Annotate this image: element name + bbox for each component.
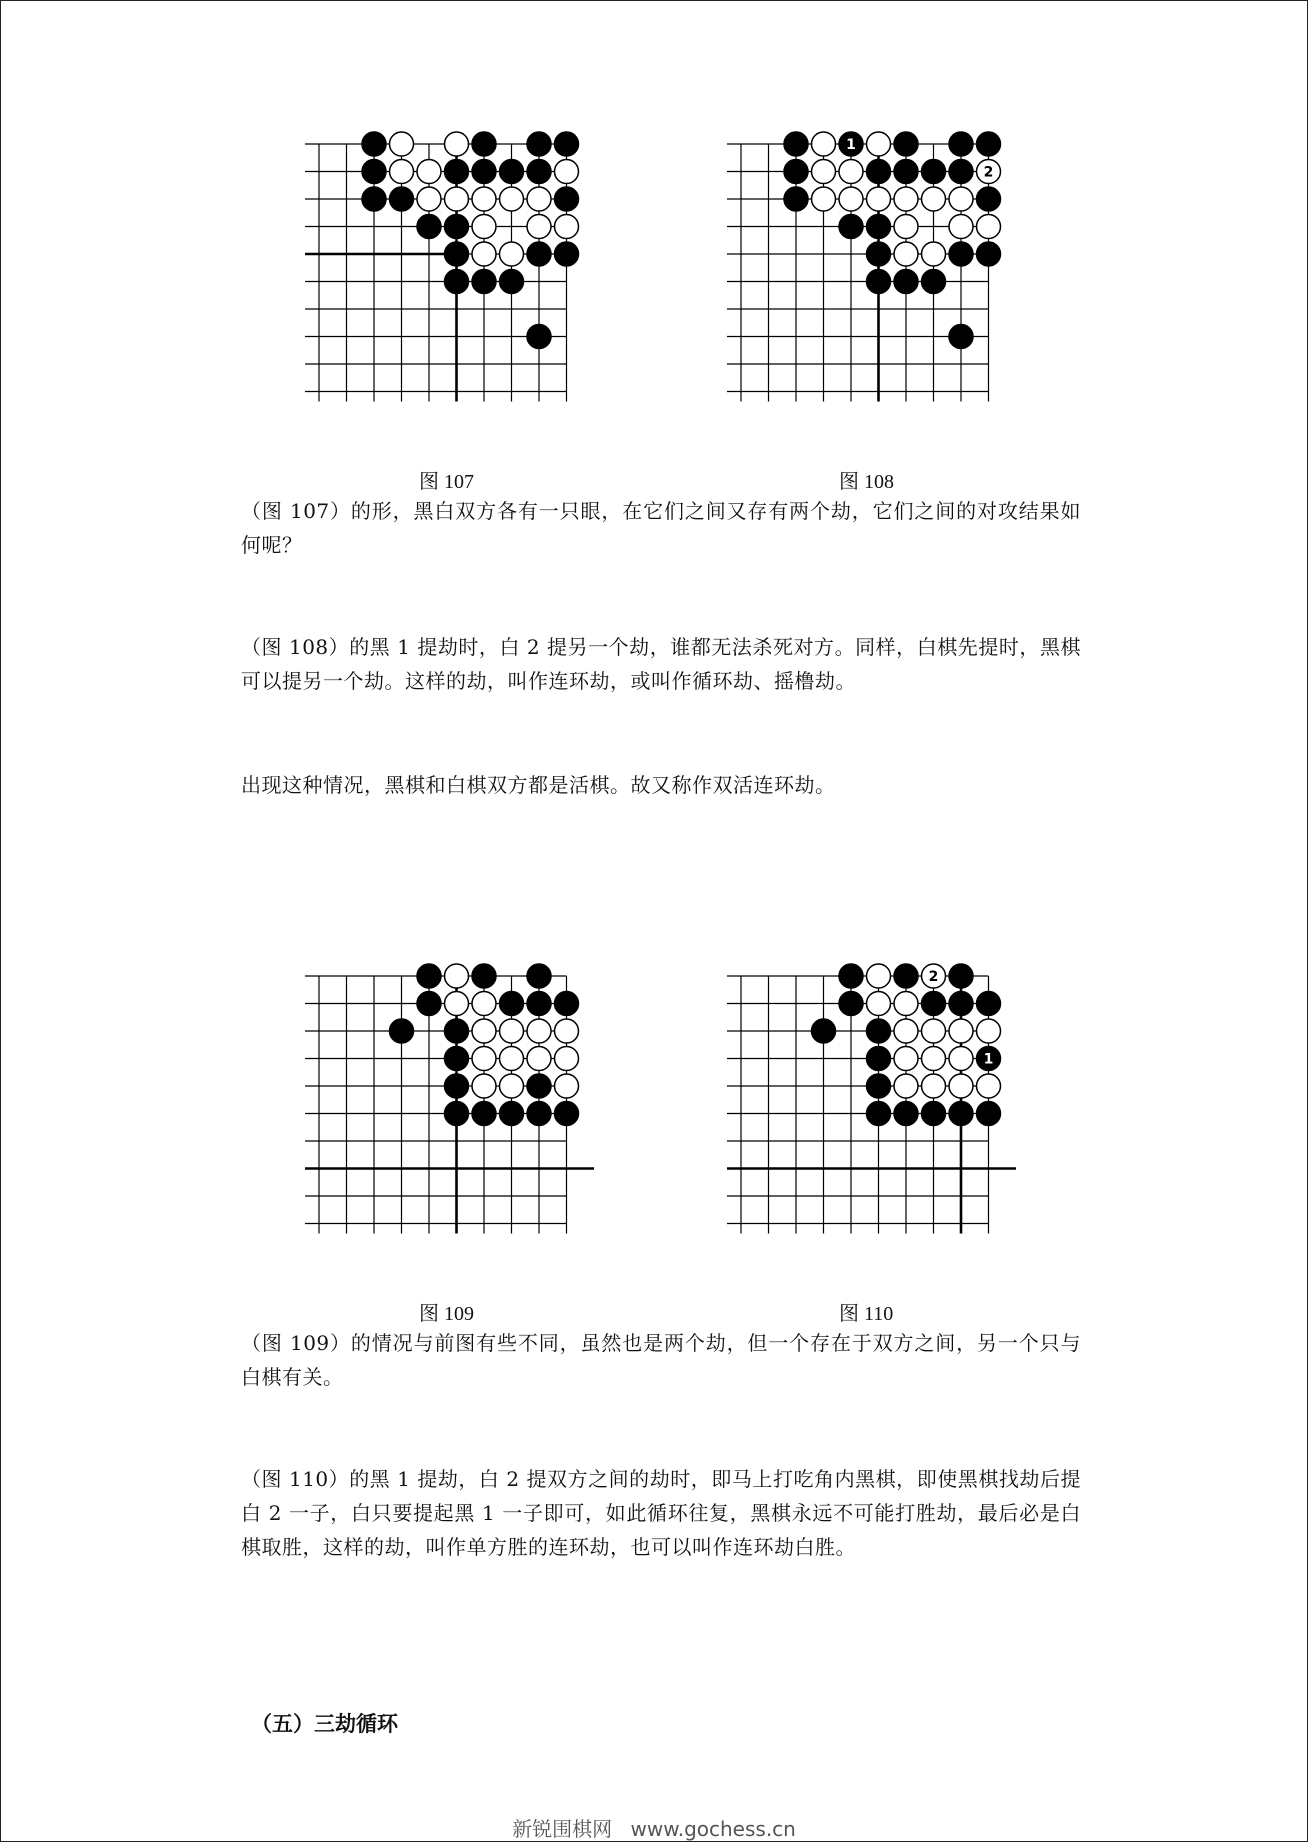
white-stone <box>922 964 946 988</box>
white-stone <box>894 992 918 1016</box>
white-stone <box>977 1019 1001 1043</box>
white-stone <box>445 132 469 156</box>
black-stone <box>500 270 524 294</box>
white-stone <box>417 160 441 184</box>
white-stone <box>839 160 863 184</box>
white-stone <box>500 1047 524 1071</box>
black-stone <box>555 242 579 266</box>
black-stone <box>894 1102 918 1126</box>
paragraph-108: （图 108）的黑 1 提劫时，白 2 提另一个劫，谁都无法杀死对方。同样，白棋先提时，黑棋可以提另一个劫。这样的劫，叫作连环劫，或叫作循环劫、摇橹劫。 <box>241 635 1081 693</box>
black-stone <box>949 325 973 349</box>
white-stone <box>500 242 524 266</box>
paragraph-109: （图 109）的情况与前图有些不同，虽然也是两个劫，但一个存在于双方之间，另一个只与白棋有关。 <box>241 1331 1081 1389</box>
white-stone <box>527 1047 551 1071</box>
white-stone <box>500 187 524 211</box>
black-stone <box>472 270 496 294</box>
black-stone <box>527 160 551 184</box>
paragraph-107: （图 107）的形，黑白双方各有一只眼，在它们之间又存有两个劫，它们之间的对攻结果如何呢？ <box>241 499 1081 557</box>
white-stone <box>922 1019 946 1043</box>
black-stone <box>867 1074 891 1098</box>
black-stone <box>527 242 551 266</box>
black-stone <box>839 992 863 1016</box>
white-stone <box>949 215 973 239</box>
black-stone <box>784 187 808 211</box>
move-number: 1 <box>846 137 856 153</box>
go-diagram-108 <box>723 129 1013 409</box>
black-stone <box>977 992 1001 1016</box>
white-stone <box>445 964 469 988</box>
white-stone <box>472 1074 496 1098</box>
white-stone <box>812 132 836 156</box>
black-stone <box>445 1102 469 1126</box>
black-stone <box>445 1047 469 1071</box>
black-stone <box>977 132 1001 156</box>
black-stone <box>500 1102 524 1126</box>
black-stone <box>472 132 496 156</box>
caption-107: 图 107 <box>419 471 474 493</box>
black-stone <box>977 1102 1001 1126</box>
white-stone <box>812 160 836 184</box>
caption-109: 图 109 <box>419 1303 474 1325</box>
black-stone <box>527 132 551 156</box>
black-stone <box>527 992 551 1016</box>
white-stone <box>500 1074 524 1098</box>
black-stone <box>445 160 469 184</box>
section-heading: （五）三劫循环 <box>251 1711 398 1736</box>
black-stone <box>812 1019 836 1043</box>
white-stone <box>949 1019 973 1043</box>
black-stone <box>977 1047 1001 1071</box>
white-stone <box>555 160 579 184</box>
black-stone <box>894 132 918 156</box>
board-grid <box>727 144 989 402</box>
board-grid <box>305 144 567 402</box>
white-stone <box>977 160 1001 184</box>
footer-site-name: 新锐围棋网 <box>512 1817 613 1841</box>
white-stone <box>445 992 469 1016</box>
black-stone <box>977 187 1001 211</box>
white-stone <box>812 187 836 211</box>
black-stone <box>472 160 496 184</box>
white-stone <box>949 1047 973 1071</box>
black-stone <box>977 242 1001 266</box>
white-stone <box>555 1047 579 1071</box>
move-number: 1 <box>983 1051 994 1068</box>
black-stone <box>555 187 579 211</box>
black-stone <box>445 270 469 294</box>
white-stone <box>390 160 414 184</box>
black-stone <box>417 215 441 239</box>
white-stone <box>867 132 891 156</box>
white-stone <box>922 1047 946 1071</box>
white-stone <box>977 215 1001 239</box>
paragraph-110: （图 110）的黑 1 提劫，白 2 提双方之间的劫时，即马上打吃角内黑棋，即使黑棋找劫后提白 2 一子，白只要提起黑 1 一子即可，如此循环往复，黑棋永远不可能打胜劫，最后必是白棋取胜，这样的劫，叫作单方胜的连环劫，也可以叫作连环劫白胜。 <box>241 1467 1081 1559</box>
white-stone <box>867 187 891 211</box>
black-stone <box>867 270 891 294</box>
go-diagram-110 <box>723 961 1013 1241</box>
black-stone <box>445 1019 469 1043</box>
white-stone <box>527 1019 551 1043</box>
black-stone <box>527 964 551 988</box>
white-stone <box>949 187 973 211</box>
black-stone <box>949 160 973 184</box>
black-stone <box>867 242 891 266</box>
black-stone <box>472 1102 496 1126</box>
white-stone <box>922 242 946 266</box>
white-stone <box>445 187 469 211</box>
white-stone <box>894 215 918 239</box>
black-stone <box>500 160 524 184</box>
white-stone <box>472 215 496 239</box>
black-stone <box>867 1102 891 1126</box>
white-stone <box>894 1047 918 1071</box>
white-stone <box>922 1074 946 1098</box>
black-stone <box>390 1019 414 1043</box>
black-stone <box>417 992 441 1016</box>
white-stone <box>527 187 551 211</box>
black-stone <box>839 964 863 988</box>
page-footer <box>1 1813 1307 1842</box>
white-stone <box>894 1019 918 1043</box>
black-stone <box>445 215 469 239</box>
black-stone <box>555 992 579 1016</box>
black-stone <box>390 187 414 211</box>
white-stone <box>472 1047 496 1071</box>
move-number: 2 <box>983 164 994 181</box>
white-stone <box>977 1074 1001 1098</box>
go-diagram-107 <box>301 129 591 409</box>
move-number: 2 <box>928 969 939 985</box>
white-stone <box>555 1074 579 1098</box>
white-stone <box>472 187 496 211</box>
white-stone <box>527 215 551 239</box>
white-stone <box>894 1074 918 1098</box>
black-stone <box>784 132 808 156</box>
black-stone <box>362 160 386 184</box>
black-stone <box>527 325 551 349</box>
black-stone <box>949 242 973 266</box>
footer-url[interactable]: www.gochess.cn <box>630 1817 796 1841</box>
white-stone <box>839 187 863 211</box>
black-stone <box>867 1019 891 1043</box>
black-stone <box>555 1102 579 1126</box>
black-stone <box>894 270 918 294</box>
black-stone <box>445 1074 469 1098</box>
white-stone <box>555 215 579 239</box>
black-stone <box>949 992 973 1016</box>
black-stone <box>472 964 496 988</box>
white-stone <box>922 187 946 211</box>
black-stone <box>922 992 946 1016</box>
white-stone <box>472 992 496 1016</box>
white-stone <box>949 1074 973 1098</box>
black-stone <box>527 1102 551 1126</box>
black-stone <box>527 1074 551 1098</box>
black-stone <box>867 215 891 239</box>
black-stone <box>894 964 918 988</box>
black-stone <box>867 160 891 184</box>
caption-110: 图 110 <box>839 1303 894 1325</box>
black-stone <box>839 215 863 239</box>
paragraph-108-continued: 出现这种情况，黑棋和白棋双方都是活棋。故又称作双活连环劫。 <box>241 773 836 797</box>
white-stone <box>867 992 891 1016</box>
white-stone <box>390 132 414 156</box>
black-stone <box>445 242 469 266</box>
black-stone <box>555 132 579 156</box>
black-stone <box>362 187 386 211</box>
black-stone <box>922 160 946 184</box>
black-stone <box>362 132 386 156</box>
black-stone <box>784 160 808 184</box>
black-stone <box>867 1047 891 1071</box>
white-stone <box>555 1019 579 1043</box>
black-stone <box>417 964 441 988</box>
white-stone <box>500 1019 524 1043</box>
white-stone <box>894 187 918 211</box>
black-stone <box>922 1102 946 1126</box>
go-diagram-109 <box>301 961 591 1241</box>
black-stone <box>839 132 863 156</box>
black-stone <box>949 1102 973 1126</box>
black-stone <box>922 270 946 294</box>
white-stone <box>867 964 891 988</box>
white-stone <box>472 242 496 266</box>
white-stone <box>894 242 918 266</box>
caption-108: 图 108 <box>839 471 894 493</box>
white-stone <box>472 1019 496 1043</box>
white-stone <box>417 187 441 211</box>
black-stone <box>500 992 524 1016</box>
black-stone <box>949 964 973 988</box>
black-stone <box>949 132 973 156</box>
black-stone <box>894 160 918 184</box>
